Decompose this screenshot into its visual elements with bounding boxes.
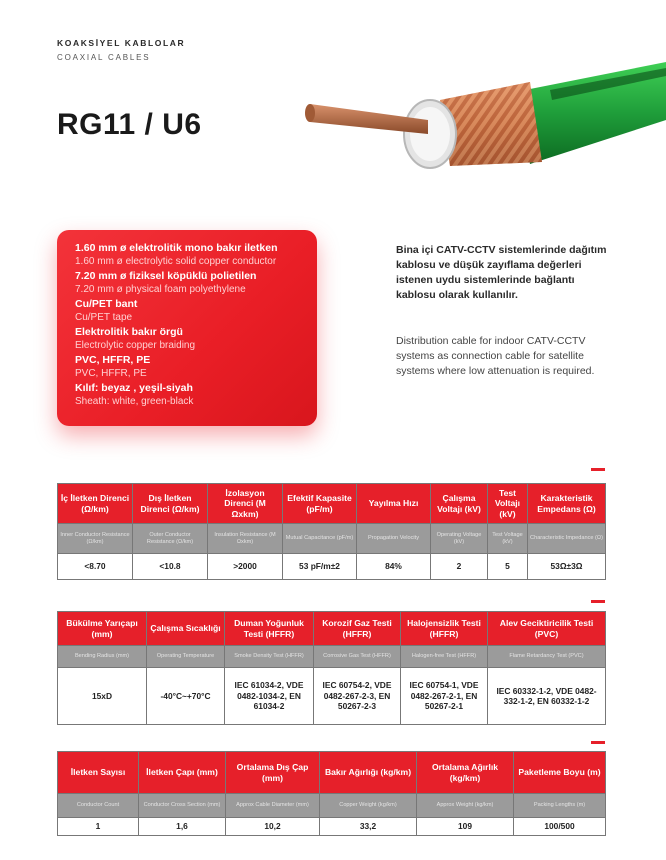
table-subheader-cell: Insulation Resistance (M Ωxkm) xyxy=(208,524,283,554)
table-cell: 1,6 xyxy=(139,818,226,836)
table-header-cell: Efektif Kapasite (pF/m) xyxy=(283,484,357,524)
table-cell: 53 pF/m±2 xyxy=(283,554,357,580)
table-header-cell: Karakteristik Empedans (Ω) xyxy=(528,484,606,524)
table-cell: 53Ω±3Ω xyxy=(528,554,606,580)
spec-item-en: Electrolytic copper braiding xyxy=(75,340,196,351)
table-header-cell: Alev Geciktiricilik Testi (PVC) xyxy=(488,612,606,646)
table-cell: 5 xyxy=(488,554,528,580)
physical-properties-table xyxy=(57,751,606,836)
table-cell: IEC 61034-2, VDE 0482-1034-2, EN 61034-2 xyxy=(225,668,314,725)
description-en: Distribution cable for indoor CATV-CCTV systems as connection cable for satellite systems where low attenuation is required. xyxy=(396,335,595,377)
table-header-cell: İletken Çapı (mm) xyxy=(139,752,226,794)
table-header-cell: Yayılma Hızı xyxy=(357,484,431,524)
spec-item-en: 1.60 mm ø electrolytic solid copper conductor xyxy=(75,256,277,267)
table-cell: 2 xyxy=(431,554,488,580)
spec-item-tr: Kılıf: beyaz , yeşil-siyah xyxy=(75,382,193,394)
spec-item-tr: Elektrolitik bakır örgü xyxy=(75,326,183,338)
table-subheader-cell: Packing Lengths (m) xyxy=(514,794,606,818)
table-header-cell: İzolasyon Direnci (M Ωxkm) xyxy=(208,484,283,524)
table-header-cell: Ortalama Ağırlık (kg/km) xyxy=(417,752,514,794)
table-cell: IEC 60332-1-2, VDE 0482-332-1-2, EN 60332-1-2 xyxy=(488,668,606,725)
table-cell: 1 xyxy=(58,818,139,836)
table-header-cell: Bakır Ağırlığı (kg/km) xyxy=(320,752,417,794)
table-header-cell: İç İletken Direnci (Ω/km) xyxy=(58,484,133,524)
spec-item-en: PVC, HFFR, PE xyxy=(75,368,147,379)
table-subheader-cell: Operating Temperature xyxy=(147,646,225,668)
table-header-cell: Duman Yoğunluk Testi (HFFR) xyxy=(225,612,314,646)
table-subheader-cell: Outer Conductor Resistance (Ω/km) xyxy=(133,524,208,554)
table-subheader-cell: Approx Cable Diameter (mm) xyxy=(226,794,320,818)
table-subheader-cell: Smoke Density Test (HFFR) xyxy=(225,646,314,668)
category-title-tr: KOAKSİYEL KABLOLAR xyxy=(57,38,186,48)
section-marker xyxy=(591,600,605,603)
table-subheader-cell: Approx Weight (kg/km) xyxy=(417,794,514,818)
spec-item-en: 7.20 mm ø physical foam polyethylene xyxy=(75,284,246,295)
table-subheader-cell: Conductor Count xyxy=(58,794,139,818)
spec-item xyxy=(75,298,299,324)
table-header-cell: Test Voltajı (kV) xyxy=(488,484,528,524)
table-cell: 109 xyxy=(417,818,514,836)
section-marker xyxy=(591,741,605,744)
table-subheader-cell: Conductor Cross Section (mm) xyxy=(139,794,226,818)
table-cell: 10,2 xyxy=(226,818,320,836)
table-subheader-cell: Test Voltage (kV) xyxy=(488,524,528,554)
table-cell: 100/500 xyxy=(514,818,606,836)
table-header-cell: Ortalama Dış Çap (mm) xyxy=(226,752,320,794)
spec-item-tr: PVC, HFFR, PE xyxy=(75,354,151,366)
spec-item-tr: 7.20 mm ø fiziksel köpüklü polietilen xyxy=(75,270,257,282)
spec-item xyxy=(75,326,299,352)
table-subheader-cell: Copper Weight (kg/km) xyxy=(320,794,417,818)
table-cell: IEC 60754-2, VDE 0482-267-2-3, EN 50267-2-3 xyxy=(314,668,401,725)
category-title-en: COAXIAL CABLES xyxy=(57,53,151,62)
table-subheader-cell: Operating Voltage (kV) xyxy=(431,524,488,554)
coaxial-cable-image xyxy=(300,62,666,182)
table-subheader-cell: Inner Conductor Resistance (Ω/km) xyxy=(58,524,133,554)
spec-item xyxy=(75,270,299,296)
description-tr: Bina içi CATV-CCTV sistemlerinde dağıtım kablosu ve düşük zayıflama değerleri istenen uydu sistemlerinde bağlantı kablosu olarak kullanılır. xyxy=(396,244,607,301)
construction-spec-box xyxy=(57,230,317,426)
spec-item-en: Cu/PET tape xyxy=(75,312,133,323)
table-cell: <10.8 xyxy=(133,554,208,580)
table-header-cell: Paketleme Boyu (m) xyxy=(514,752,606,794)
table-subheader-cell: Mutual Capacitance (pF/m) xyxy=(283,524,357,554)
table-header-cell: Çalışma Sıcaklığı xyxy=(147,612,225,646)
table-subheader-cell: Halogen-free Test (HFFR) xyxy=(401,646,488,668)
table-subheader-cell: Corrosive Gas Test (HFFR) xyxy=(314,646,401,668)
table-subheader-cell: Flame Retardancy Test (PVC) xyxy=(488,646,606,668)
section-marker xyxy=(591,468,605,471)
spec-item xyxy=(75,382,299,408)
table-cell: <8.70 xyxy=(58,554,133,580)
table-cell: -40°C~+70°C xyxy=(147,668,225,725)
table-header-cell: Dış İletken Direnci (Ω/km) xyxy=(133,484,208,524)
table-cell: >2000 xyxy=(208,554,283,580)
table-cell: 33,2 xyxy=(320,818,417,836)
table-subheader-cell: Propagation Velocity xyxy=(357,524,431,554)
spec-item-tr: 1.60 mm ø elektrolitik mono bakır iletken xyxy=(75,242,278,254)
spec-item xyxy=(75,354,299,380)
table-cell: 15xD xyxy=(58,668,147,725)
table-header-cell: Korozif Gaz Testi (HFFR) xyxy=(314,612,401,646)
table-cell: 84% xyxy=(357,554,431,580)
table-header-cell: Bükülme Yarıçapı (mm) xyxy=(58,612,147,646)
table-subheader-cell: Bending Radius (mm) xyxy=(58,646,147,668)
table-subheader-cell: Characteristic Impedance (Ω) xyxy=(528,524,606,554)
product-title: RG11 / U6 xyxy=(57,108,202,141)
test-properties-table xyxy=(57,611,606,725)
spec-item-tr: Cu/PET bant xyxy=(75,298,138,310)
electrical-properties-table xyxy=(57,483,606,580)
table-header-cell: Çalışma Voltajı (kV) xyxy=(431,484,488,524)
spec-item-en: Sheath: white, green-black xyxy=(75,396,194,407)
table-header-cell: İletken Sayısı xyxy=(58,752,139,794)
table-cell: IEC 60754-1, VDE 0482-267-2-1, EN 50267-2-1 xyxy=(401,668,488,725)
table-header-cell: Halojensizlik Testi (HFFR) xyxy=(401,612,488,646)
spec-item xyxy=(75,242,299,268)
